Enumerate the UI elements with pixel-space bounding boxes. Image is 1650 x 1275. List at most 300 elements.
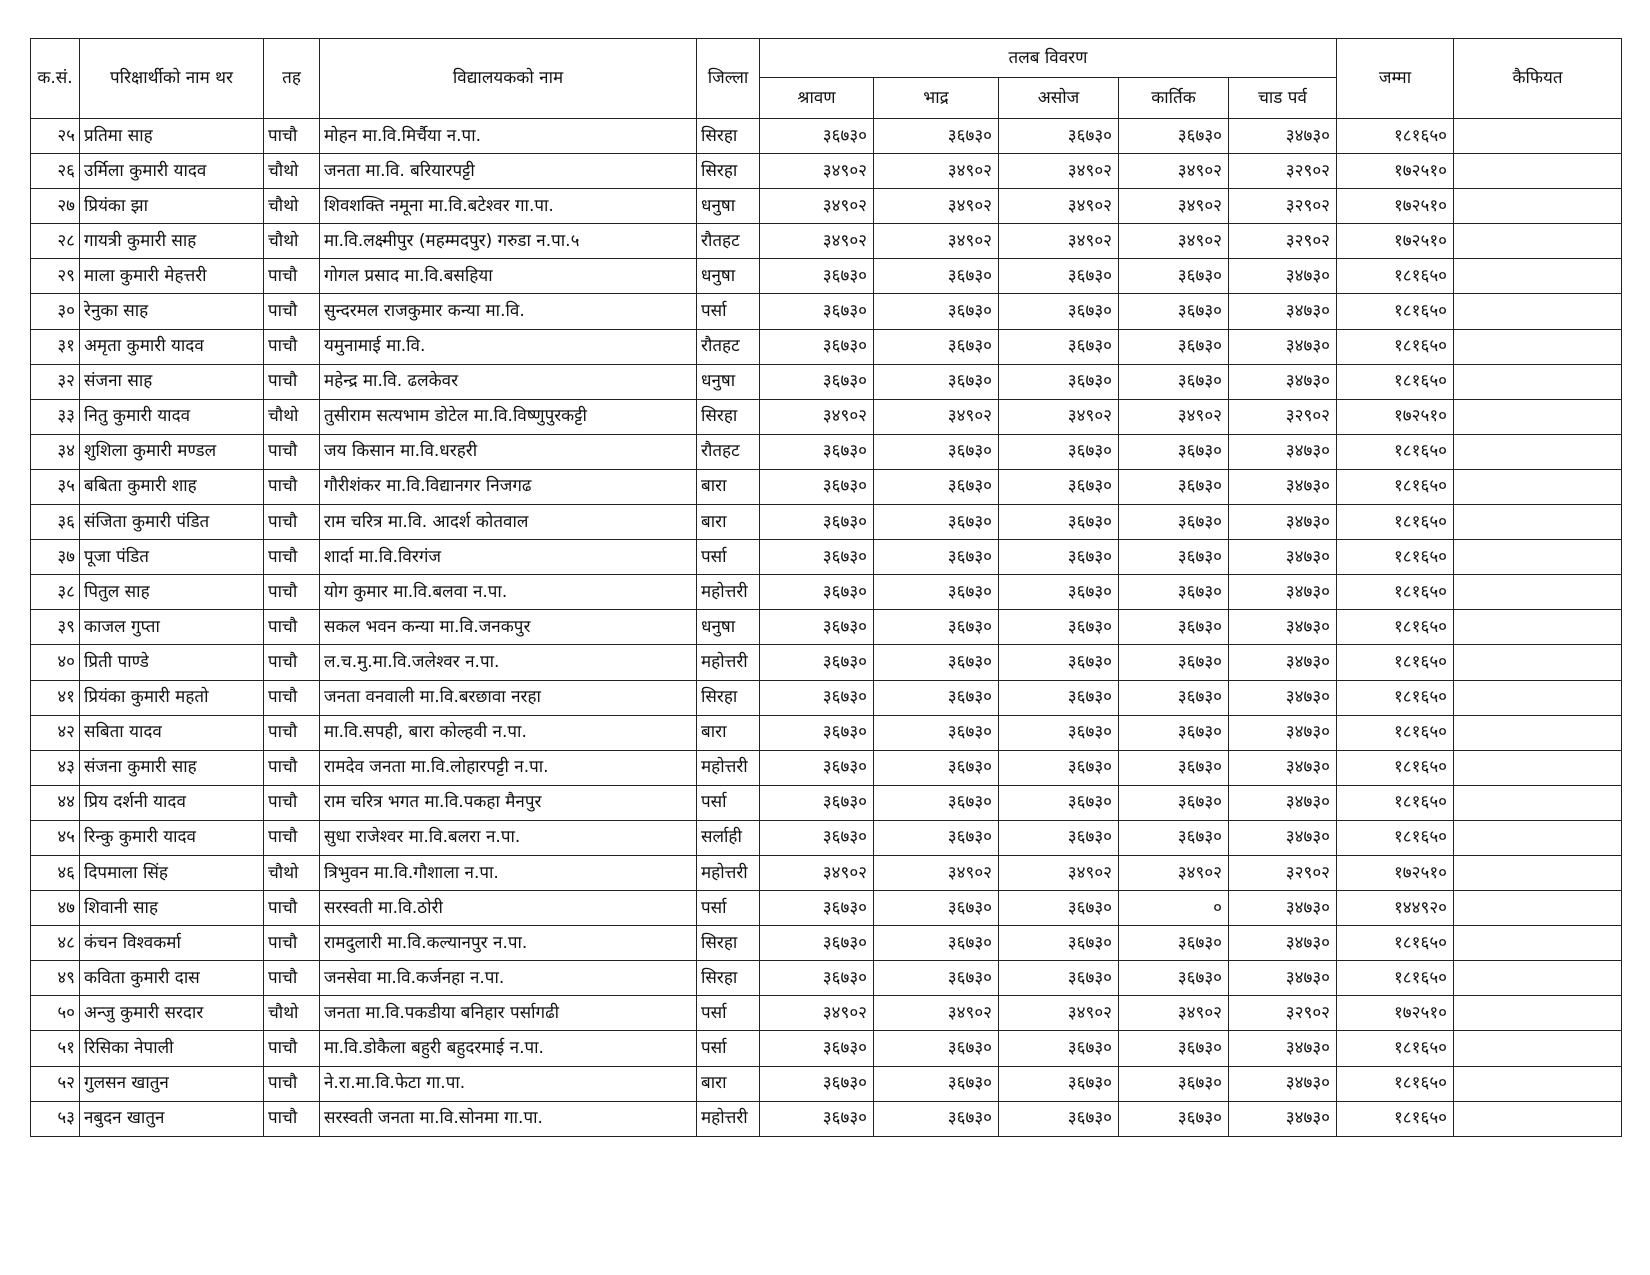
row-shrawan: ३४९०२ [760,996,874,1031]
row-bhadra: ३६७३० [874,1101,999,1136]
row-remarks [1454,364,1622,399]
header-month-kartik: कार्तिक [1119,78,1229,119]
row-school: शिवशक्ति नमूना मा.वि.बटेश्वर गा.पा. [320,189,697,224]
header-month-festival: चाड पर्व [1229,78,1337,119]
header-level: तह [264,39,320,119]
row-sn: ३९ [31,610,80,645]
row-asoj: ३६७३० [999,961,1119,996]
row-district: सिरहा [697,926,760,961]
row-total: १८१६५० [1337,645,1454,680]
table-row [31,575,1622,610]
row-chad-parva: ३४७३० [1229,294,1337,329]
row-bhadra: ३६७३० [874,1031,999,1066]
row-chad-parva: ३४७३० [1229,364,1337,399]
row-sn: ५१ [31,1031,80,1066]
row-shrawan: ३६७३० [760,1101,874,1136]
table-row [31,259,1622,294]
row-total: १७२५१० [1337,855,1454,890]
row-sn: ४० [31,645,80,680]
row-shrawan: ३६७३० [760,610,874,645]
row-school: तुसीराम सत्यभाम डोटेल मा.वि.विष्णुपुरकट्टी [320,399,697,434]
row-shrawan: ३६७३० [760,1066,874,1101]
row-school: रामदेव जनता मा.वि.लोहारपट्टी न.पा. [320,750,697,785]
row-level: पाचौ [264,926,320,961]
salary-table [30,38,1622,1137]
row-total: १८१६५० [1337,259,1454,294]
row-level: चौथो [264,189,320,224]
row-sn: ४२ [31,715,80,750]
header-salary-group: तलब विवरण [760,39,1337,78]
row-total: १८१६५० [1337,294,1454,329]
row-asoj: ३६७३० [999,540,1119,575]
row-school: राम चरित्र मा.वि. आदर्श कोतवाल [320,505,697,540]
row-bhadra: ३६७३० [874,434,999,469]
row-chad-parva: ३४७३० [1229,434,1337,469]
row-shrawan: ३६७३० [760,329,874,364]
row-district: बारा [697,1066,760,1101]
row-asoj: ३६७३० [999,434,1119,469]
row-name: कविता कुमारी दास [80,961,264,996]
row-sn: ४८ [31,926,80,961]
row-sn: ४५ [31,820,80,855]
row-asoj: ३४९०२ [999,996,1119,1031]
row-total: १७२५१० [1337,224,1454,259]
row-bhadra: ३६७३० [874,294,999,329]
row-total: १७२५१० [1337,154,1454,189]
row-asoj: ३६७३० [999,469,1119,504]
row-chad-parva: ३४७३० [1229,715,1337,750]
row-name: बबिता कुमारी शाह [80,469,264,504]
row-bhadra: ३६७३० [874,1066,999,1101]
table-row [31,364,1622,399]
row-bhadra: ३४९०२ [874,399,999,434]
row-district: रौतहट [697,329,760,364]
row-kartik: ३४९०२ [1119,154,1229,189]
row-shrawan: ३४९०२ [760,224,874,259]
row-sn: ४७ [31,891,80,926]
row-kartik: ३६७३० [1119,926,1229,961]
row-asoj: ३४९०२ [999,855,1119,890]
row-remarks [1454,1066,1622,1101]
row-level: चौथो [264,154,320,189]
row-district: सिरहा [697,154,760,189]
row-total: १८१६५० [1337,750,1454,785]
row-level: पाचौ [264,540,320,575]
row-bhadra: ३६७३० [874,680,999,715]
row-sn: ४१ [31,680,80,715]
row-kartik: ३६७३० [1119,1101,1229,1136]
table-row [31,329,1622,364]
row-name: प्रिय दर्शनी यादव [80,785,264,820]
row-sn: ३४ [31,434,80,469]
row-level: पाचौ [264,1101,320,1136]
row-level: पाचौ [264,680,320,715]
table-row [31,469,1622,504]
row-sn: ३५ [31,469,80,504]
row-sn: ५० [31,996,80,1031]
row-asoj: ३४९०२ [999,399,1119,434]
row-remarks [1454,961,1622,996]
row-name: माला कुमारी मेहत्तरी [80,259,264,294]
row-shrawan: ३६७३० [760,820,874,855]
row-chad-parva: ३४७३० [1229,680,1337,715]
row-shrawan: ३६७३० [760,680,874,715]
row-bhadra: ३४९०२ [874,154,999,189]
row-kartik: ३६७३० [1119,575,1229,610]
row-sn: ४४ [31,785,80,820]
row-kartik: ३६७३० [1119,329,1229,364]
row-remarks [1454,891,1622,926]
row-kartik: ३६७३० [1119,469,1229,504]
row-district: सिरहा [697,961,760,996]
table-row [31,891,1622,926]
table-row [31,645,1622,680]
row-asoj: ३६७३० [999,1031,1119,1066]
row-level: पाचौ [264,1031,320,1066]
row-level: पाचौ [264,750,320,785]
row-kartik: ३६७३० [1119,294,1229,329]
row-district: बारा [697,469,760,504]
row-level: पाचौ [264,820,320,855]
row-remarks [1454,610,1622,645]
row-district: पर्सा [697,1031,760,1066]
row-name: संजना कुमारी साह [80,750,264,785]
row-school: सुन्दरमल राजकुमार कन्या मा.वि. [320,294,697,329]
table-row [31,189,1622,224]
row-name: गायत्री कुमारी साह [80,224,264,259]
row-total: १८१६५० [1337,434,1454,469]
row-shrawan: ३६७३० [760,364,874,399]
row-name: संजना साह [80,364,264,399]
table-row [31,399,1622,434]
row-name: अन्जु कुमारी सरदार [80,996,264,1031]
row-chad-parva: ३४७३० [1229,785,1337,820]
row-remarks [1454,540,1622,575]
row-bhadra: ३६७३० [874,364,999,399]
table-row [31,224,1622,259]
row-chad-parva: ३४७३० [1229,610,1337,645]
row-bhadra: ३६७३० [874,259,999,294]
table-row [31,785,1622,820]
row-shrawan: ३६७३० [760,961,874,996]
row-school: ने.रा.मा.वि.फेटा गा.पा. [320,1066,697,1101]
table-header [31,39,1622,119]
row-district: धनुषा [697,610,760,645]
row-total: १८१६५० [1337,364,1454,399]
row-shrawan: ३६७३० [760,469,874,504]
row-level: पाचौ [264,891,320,926]
row-kartik: ३६७३० [1119,259,1229,294]
row-school: जनसेवा मा.वि.कर्जनहा न.पा. [320,961,697,996]
table-row [31,926,1622,961]
row-kartik: ३६७३० [1119,610,1229,645]
row-district: महोत्तरी [697,575,760,610]
row-bhadra: ३४९०२ [874,855,999,890]
row-level: पाचौ [264,785,320,820]
row-chad-parva: ३४७३० [1229,259,1337,294]
row-name: कंचन विश्वकर्मा [80,926,264,961]
table-row [31,1101,1622,1136]
row-remarks [1454,645,1622,680]
header-remarks: कैफियत [1454,39,1622,119]
row-school: गोगल प्रसाद मा.वि.बसहिया [320,259,697,294]
row-remarks [1454,259,1622,294]
row-level: पाचौ [264,575,320,610]
row-chad-parva: ३४७३० [1229,575,1337,610]
row-name: संजिता कुमारी पंडित [80,505,264,540]
row-level: पाचौ [264,1066,320,1101]
row-asoj: ३४९०२ [999,154,1119,189]
table-row [31,750,1622,785]
row-district: धनुषा [697,189,760,224]
row-kartik: ३४९०२ [1119,996,1229,1031]
row-school: यमुनामाई मा.वि. [320,329,697,364]
row-school: सकल भवन कन्या मा.वि.जनकपुर [320,610,697,645]
row-name: प्रियंका झा [80,189,264,224]
table-row [31,961,1622,996]
row-asoj: ३६७३० [999,119,1119,154]
row-chad-parva: ३४७३० [1229,961,1337,996]
table-row [31,540,1622,575]
row-remarks [1454,820,1622,855]
row-asoj: ३६७३० [999,680,1119,715]
header-school: विद्यालयकको नाम [320,39,697,119]
row-kartik: ३६७३० [1119,645,1229,680]
header-total: जम्मा [1337,39,1454,119]
table-row [31,996,1622,1031]
row-sn: २८ [31,224,80,259]
row-chad-parva: ३४७३० [1229,329,1337,364]
row-chad-parva: ३२९०२ [1229,224,1337,259]
row-level: चौथो [264,855,320,890]
table-row [31,505,1622,540]
row-kartik: ३६७३० [1119,540,1229,575]
row-school: त्रिभुवन मा.वि.गौशाला न.पा. [320,855,697,890]
row-level: पाचौ [264,119,320,154]
row-level: पाचौ [264,469,320,504]
row-sn: २५ [31,119,80,154]
row-name: काजल गुप्ता [80,610,264,645]
header-sn: क.सं. [31,39,80,119]
row-kartik: ३४९०२ [1119,189,1229,224]
row-district: महोत्तरी [697,855,760,890]
table-row [31,1031,1622,1066]
row-district: धनुषा [697,364,760,399]
row-shrawan: ३६७३० [760,575,874,610]
row-school: सुधा राजेश्वर मा.वि.बलरा न.पा. [320,820,697,855]
row-remarks [1454,926,1622,961]
row-asoj: ३६७३० [999,715,1119,750]
row-asoj: ३४९०२ [999,224,1119,259]
row-level: चौथो [264,224,320,259]
row-asoj: ३६७३० [999,820,1119,855]
row-remarks [1454,434,1622,469]
row-bhadra: ३६७३० [874,891,999,926]
row-chad-parva: ३४७३० [1229,540,1337,575]
row-kartik: ३६७३० [1119,1066,1229,1101]
row-bhadra: ३६७३० [874,469,999,504]
row-asoj: ३६७३० [999,645,1119,680]
row-chad-parva: ३४७३० [1229,505,1337,540]
row-shrawan: ३६७३० [760,715,874,750]
row-kartik: ३६७३० [1119,119,1229,154]
row-district: धनुषा [697,259,760,294]
row-chad-parva: ३४७३० [1229,820,1337,855]
row-district: सर्लाही [697,820,760,855]
row-bhadra: ३६७३० [874,575,999,610]
row-remarks [1454,329,1622,364]
row-bhadra: ३६७३० [874,610,999,645]
row-school: योग कुमार मा.वि.बलवा न.पा. [320,575,697,610]
row-total: १७२५१० [1337,996,1454,1031]
row-remarks [1454,399,1622,434]
row-school: शार्दा मा.वि.विरगंज [320,540,697,575]
row-bhadra: ३६७३० [874,961,999,996]
row-remarks [1454,855,1622,890]
row-kartik: ३४९०२ [1119,399,1229,434]
row-asoj: ३६७३० [999,891,1119,926]
row-chad-parva: ३४७३० [1229,926,1337,961]
row-sn: ३६ [31,505,80,540]
row-total: १८१६५० [1337,540,1454,575]
row-school: ल.च.मु.मा.वि.जलेश्वर न.पा. [320,645,697,680]
row-name: पितुल साह [80,575,264,610]
row-total: १८१६५० [1337,1031,1454,1066]
row-chad-parva: ३४७३० [1229,750,1337,785]
row-name: रिन्कु कुमारी यादव [80,820,264,855]
row-level: पाचौ [264,505,320,540]
row-remarks [1454,224,1622,259]
row-remarks [1454,469,1622,504]
table-body [31,119,1622,1137]
row-chad-parva: ३४७३० [1229,1066,1337,1101]
row-chad-parva: ३४७३० [1229,645,1337,680]
header-name: परिक्षार्थीको नाम थर [80,39,264,119]
table-row [31,610,1622,645]
row-district: पर्सा [697,294,760,329]
row-bhadra: ३४९०२ [874,224,999,259]
row-asoj: ३६७३० [999,750,1119,785]
row-asoj: ३६७३० [999,785,1119,820]
row-bhadra: ३६७३० [874,750,999,785]
row-total: १८१६५० [1337,610,1454,645]
row-name: प्रियंका कुमारी महतो [80,680,264,715]
row-asoj: ३६७३० [999,259,1119,294]
row-district: पर्सा [697,891,760,926]
table-row [31,1066,1622,1101]
row-kartik: ३६७३० [1119,750,1229,785]
row-district: रौतहट [697,434,760,469]
row-bhadra: ३६७३० [874,645,999,680]
row-sn: ३२ [31,364,80,399]
row-kartik: ३६७३० [1119,715,1229,750]
row-name: सबिता यादव [80,715,264,750]
row-level: पाचौ [264,715,320,750]
row-remarks [1454,785,1622,820]
row-name: रेनुका साह [80,294,264,329]
row-name: प्रतिमा साह [80,119,264,154]
row-asoj: ३६७३० [999,364,1119,399]
row-bhadra: ३६७३० [874,505,999,540]
row-name: शिवानी साह [80,891,264,926]
row-bhadra: ३६७३० [874,119,999,154]
row-level: पाचौ [264,434,320,469]
row-total: १८१६५० [1337,505,1454,540]
row-chad-parva: ३४७३० [1229,1101,1337,1136]
row-asoj: ३६७३० [999,926,1119,961]
row-district: सिरहा [697,119,760,154]
header-month-asoj: असोज [999,78,1119,119]
row-kartik: ० [1119,891,1229,926]
row-shrawan: ३६७३० [760,505,874,540]
row-remarks [1454,680,1622,715]
row-shrawan: ३६७३० [760,891,874,926]
row-level: पाचौ [264,294,320,329]
row-district: रौतहट [697,224,760,259]
row-kartik: ३४९०२ [1119,855,1229,890]
row-school: सरस्वती जनता मा.वि.सोनमा गा.पा. [320,1101,697,1136]
table-row [31,154,1622,189]
row-kartik: ३६७३० [1119,505,1229,540]
row-shrawan: ३४९०२ [760,189,874,224]
row-name: पूजा पंडित [80,540,264,575]
row-district: पर्सा [697,785,760,820]
row-total: १८१६५० [1337,785,1454,820]
row-level: पाचौ [264,645,320,680]
row-district: सिरहा [697,399,760,434]
row-school: रामदुलारी मा.वि.कल्यानपुर न.पा. [320,926,697,961]
row-total: १७२५१० [1337,189,1454,224]
row-sn: ४६ [31,855,80,890]
row-shrawan: ३६७३० [760,645,874,680]
row-level: पाचौ [264,961,320,996]
row-remarks [1454,750,1622,785]
table-row [31,820,1622,855]
row-school: मा.वि.लक्ष्मीपुर (महम्मदपुर) गरुडा न.पा.५ [320,224,697,259]
row-total: १८१६५० [1337,469,1454,504]
row-shrawan: ३६७३० [760,434,874,469]
row-asoj: ३६७३० [999,505,1119,540]
row-asoj: ३६७३० [999,329,1119,364]
row-remarks [1454,294,1622,329]
row-name: शुशिला कुमारी मण्डल [80,434,264,469]
row-name: रिसिका नेपाली [80,1031,264,1066]
row-shrawan: ३६७३० [760,259,874,294]
row-sn: ५२ [31,1066,80,1101]
row-asoj: ३६७३० [999,1101,1119,1136]
row-shrawan: ३६७३० [760,750,874,785]
row-chad-parva: ३४७३० [1229,891,1337,926]
row-level: चौथो [264,399,320,434]
row-sn: ३८ [31,575,80,610]
row-name: गुलसन खातुन [80,1066,264,1101]
row-kartik: ३६७३० [1119,785,1229,820]
row-bhadra: ३४९०२ [874,996,999,1031]
row-shrawan: ३६७३० [760,119,874,154]
row-total: १८१६५० [1337,926,1454,961]
row-sn: ४३ [31,750,80,785]
row-remarks [1454,189,1622,224]
table-row [31,294,1622,329]
row-bhadra: ३६७३० [874,329,999,364]
row-level: पाचौ [264,259,320,294]
row-chad-parva: ३२९०२ [1229,996,1337,1031]
row-remarks [1454,1031,1622,1066]
row-total: १८१६५० [1337,961,1454,996]
row-total: १८१६५० [1337,119,1454,154]
row-chad-parva: ३४७३० [1229,119,1337,154]
row-chad-parva: ३२९०२ [1229,855,1337,890]
